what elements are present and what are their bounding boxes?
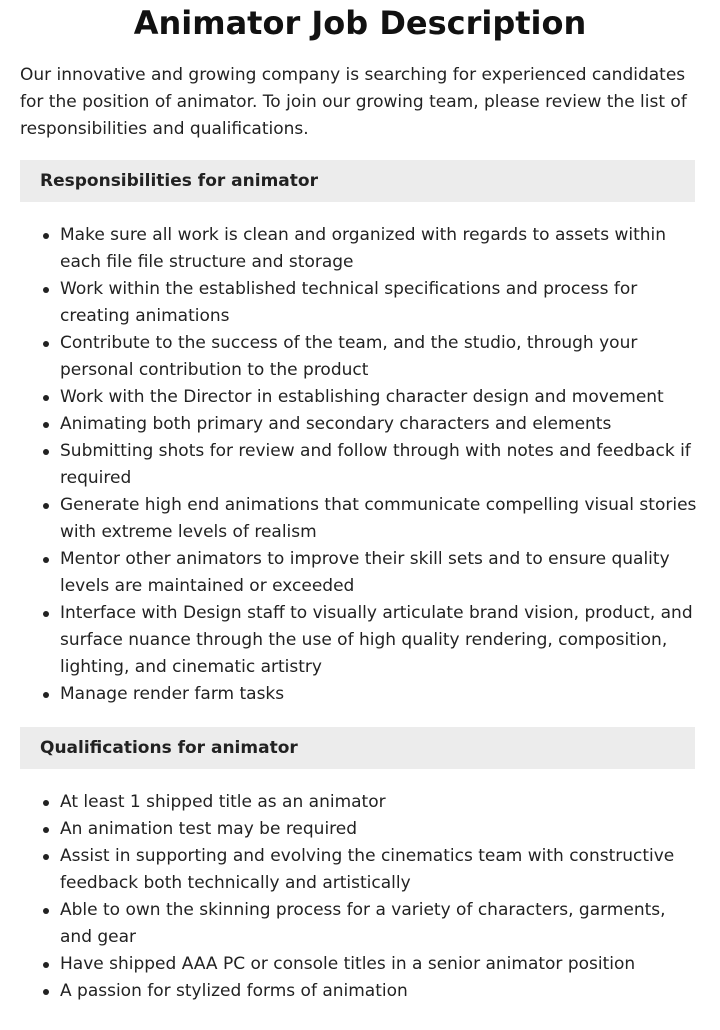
list-item [20,330,700,384]
bullet-icon [43,962,49,968]
list-item [20,546,700,600]
bullet-icon [43,800,49,806]
bullet-icon [43,827,49,833]
list-item [20,600,700,681]
list-item [20,978,700,1005]
bullet-icon [43,287,49,293]
bullet-icon [43,233,49,239]
bullet-icon [43,989,49,995]
list-item [20,492,700,546]
list-item-text: Contribute to the success of the team, and the studio, through your personal contribution to the product [60,333,638,380]
list-item-text: An animation test may be required [60,819,358,839]
responsibilities-heading: Responsibilities for animator [20,160,695,202]
list-item-text: Work with the Director in establishing character design and movement [60,387,664,407]
list-item-text: Manage render farm tasks [60,684,285,704]
list-item [20,681,700,708]
bullet-icon [43,908,49,914]
list-item-text: Submitting shots for review and follow through with notes and feedback if required [60,441,691,488]
bullet-icon [43,611,49,617]
bullet-icon [43,503,49,509]
list-item [20,276,700,330]
bullet-icon [43,854,49,860]
list-item [20,951,700,978]
responsibilities-list [20,222,700,708]
qualifications-list [20,789,700,1005]
bullet-icon [43,692,49,698]
list-item-text: Mentor other animators to improve their skill sets and to ensure quality levels are maintained or exceeded [60,549,670,596]
list-item-text: Make sure all work is clean and organized with regards to assets within each file file structure and storage [60,225,667,272]
list-item-text: Have shipped AAA PC or console titles in a senior animator position [60,954,636,974]
bullet-icon [43,557,49,563]
list-item-text: Animating both primary and secondary characters and elements [60,414,612,434]
list-item-text: At least 1 shipped title as an animator [60,792,386,812]
list-item [20,411,700,438]
list-item [20,843,700,897]
list-item [20,816,700,843]
list-item-text: Able to own the skinning process for a variety of characters, garments, and gear [60,900,666,947]
list-item [20,222,700,276]
list-item-text: A passion for stylized forms of animation [60,981,408,1001]
page-title: Animator Job Description [133,4,587,42]
list-item-text: Work within the established technical specifications and process for creating animations [60,279,638,326]
list-item-text: Interface with Design staff to visually articulate brand vision, product, and surface nuance through the use of high quality rendering, composition, lighting, and cinematic artistry [60,603,693,677]
bullet-icon [43,395,49,401]
list-item-text: Assist in supporting and evolving the cinematics team with constructive feedback both technically and artistically [60,846,675,893]
qualifications-heading: Qualifications for animator [20,727,695,769]
intro-paragraph: Our innovative and growing company is searching for experienced candidates for the position of animator. To join our growing team, please review the list of responsibilities and qualifications. [20,65,687,139]
list-item [20,384,700,411]
bullet-icon [43,341,49,347]
bullet-icon [43,449,49,455]
list-item-text: Generate high end animations that communicate compelling visual stories with extreme levels of realism [60,495,697,542]
list-item [20,897,700,951]
bullet-icon [43,422,49,428]
list-item [20,789,700,816]
list-item [20,438,700,492]
